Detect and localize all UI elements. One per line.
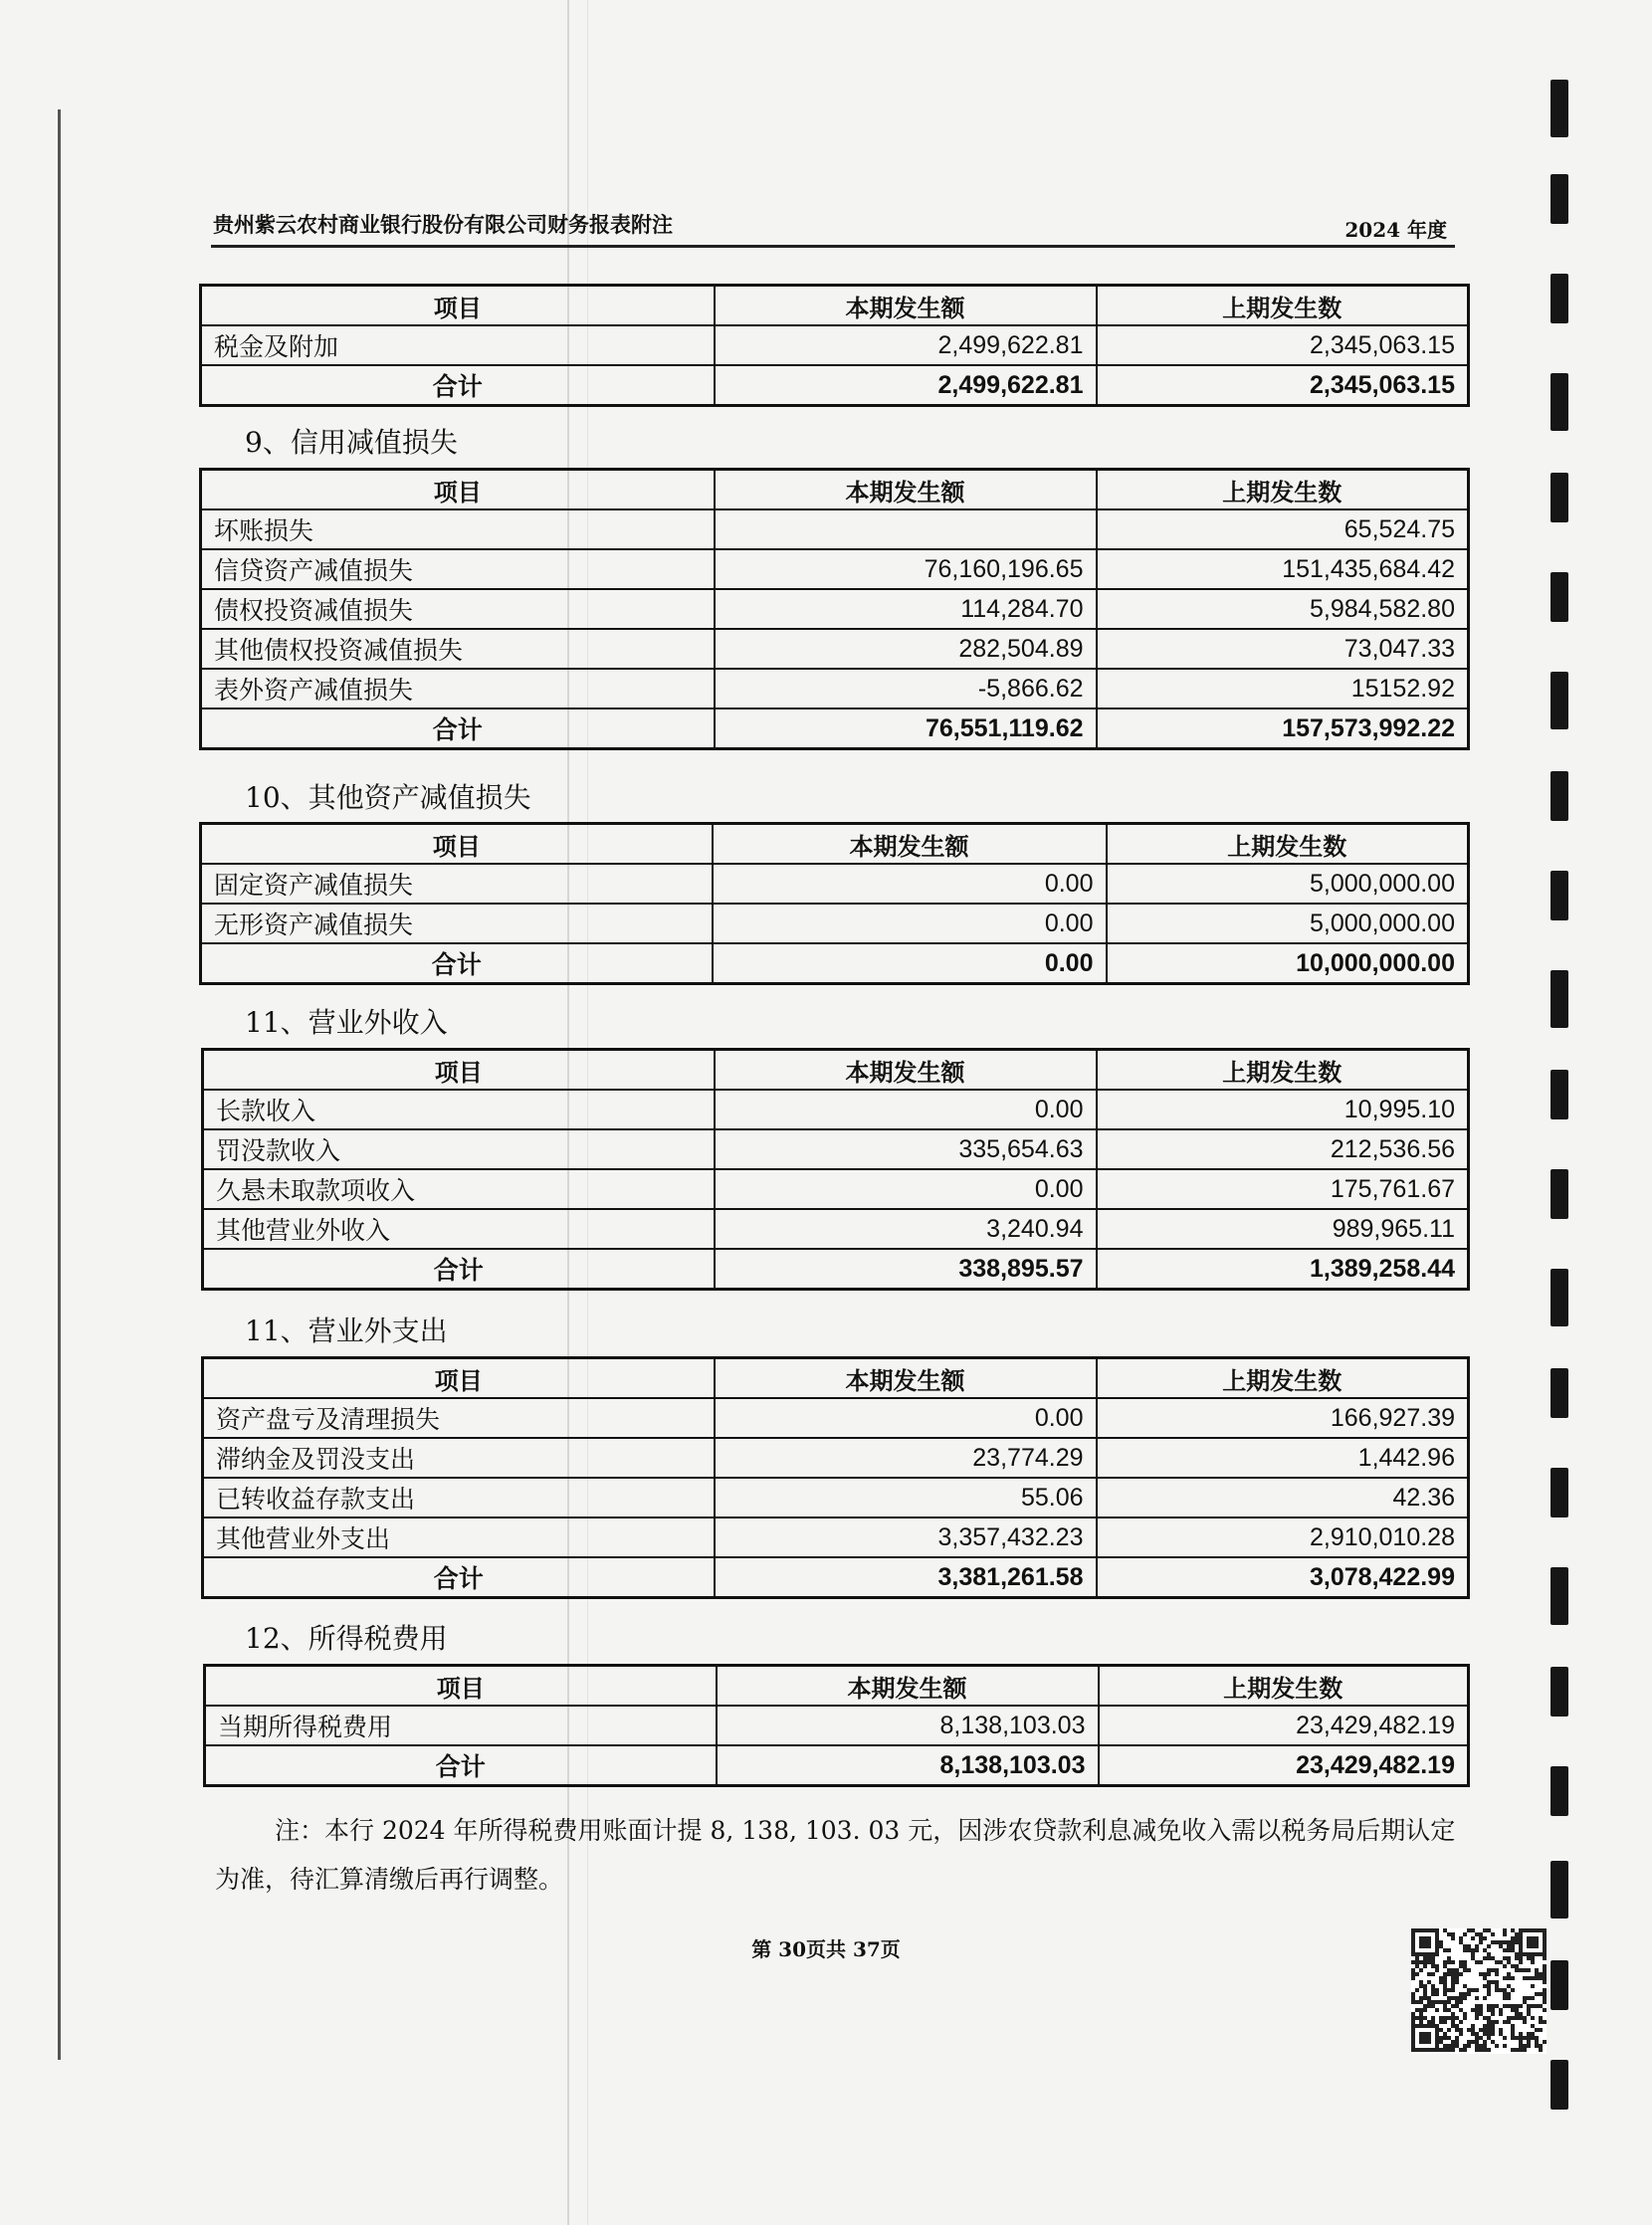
- table-total-row: [201, 365, 1469, 406]
- table-row: [201, 629, 1469, 669]
- credit-impairment-table: [199, 468, 1470, 750]
- table-row: [205, 1706, 1469, 1745]
- income-tax-table: [203, 1664, 1470, 1787]
- total-label: 合计: [205, 1745, 717, 1786]
- table-total-row: [203, 1557, 1469, 1598]
- row-prior-amount: 2,910,010.28: [1097, 1517, 1469, 1557]
- punch-hole-mark: [1550, 970, 1568, 1028]
- header-col-current: 本期发生额: [717, 1666, 1099, 1707]
- punch-hole-mark: [1550, 80, 1568, 137]
- header-col-item: 项目: [201, 286, 715, 326]
- punch-hole-mark: [1550, 572, 1568, 622]
- punch-hole-mark: [1550, 1766, 1568, 1816]
- total-current-amount: 3,381,261.58: [715, 1557, 1097, 1598]
- row-current-amount: 0.00: [713, 864, 1107, 904]
- punch-hole-mark: [1550, 1169, 1568, 1219]
- header-col-prior: 上期发生数: [1097, 286, 1469, 326]
- table-total-row: [201, 943, 1469, 984]
- total-current-amount: 2,499,622.81: [715, 365, 1097, 406]
- section-title-credit-impairment: 9、信用减值损失: [245, 426, 458, 459]
- row-current-amount: 0.00: [715, 1398, 1097, 1438]
- table-header-row: [201, 286, 1469, 326]
- total-prior-amount: 3,078,422.99: [1097, 1557, 1469, 1598]
- punch-hole-mark: [1550, 871, 1568, 920]
- punch-hole-mark: [1550, 1667, 1568, 1717]
- table-header-row: [201, 470, 1469, 510]
- row-prior-amount: 5,000,000.00: [1107, 904, 1469, 943]
- total-prior-amount: 157,573,992.22: [1097, 708, 1469, 749]
- row-item-label: 久悬未取款项收入: [203, 1169, 715, 1209]
- row-item-label: 无形资产减值损失: [201, 904, 713, 943]
- tax-surcharge-table: [199, 284, 1470, 407]
- row-current-amount: 0.00: [715, 1090, 1097, 1129]
- row-item-label: 资产盘亏及清理损失: [203, 1398, 715, 1438]
- header-col-current: 本期发生额: [715, 1358, 1097, 1399]
- header-col-item: 项目: [201, 824, 713, 865]
- total-prior-amount: 23,429,482.19: [1099, 1745, 1469, 1786]
- row-item-label: 已转收益存款支出: [203, 1478, 715, 1517]
- row-current-amount: 3,240.94: [715, 1209, 1097, 1249]
- total-current-amount: 8,138,103.03: [717, 1745, 1099, 1786]
- table-header-row: [203, 1358, 1469, 1399]
- row-item-label: 表外资产减值损失: [201, 669, 715, 708]
- qr-code-icon: [1411, 1928, 1547, 2054]
- header-col-item: 项目: [205, 1666, 717, 1707]
- table-total-row: [203, 1249, 1469, 1290]
- row-current-amount: 76,160,196.65: [715, 549, 1097, 589]
- row-current-amount: 335,654.63: [715, 1129, 1097, 1169]
- punch-hole-mark: [1550, 1861, 1568, 1919]
- header-col-current: 本期发生额: [713, 824, 1107, 865]
- row-item-label: 当期所得税费用: [205, 1706, 717, 1745]
- table-row: [203, 1398, 1469, 1438]
- row-item-label: 其他营业外支出: [203, 1517, 715, 1557]
- header-col-prior: 上期发生数: [1097, 1050, 1469, 1091]
- header-col-item: 项目: [203, 1358, 715, 1399]
- table-row: [201, 509, 1469, 549]
- row-prior-amount: 989,965.11: [1097, 1209, 1469, 1249]
- row-prior-amount: 175,761.67: [1097, 1169, 1469, 1209]
- row-item-label: 其他债权投资减值损失: [201, 629, 715, 669]
- header-col-current: 本期发生额: [715, 470, 1097, 510]
- table-header-row: [203, 1050, 1469, 1091]
- table-row: [201, 864, 1469, 904]
- table-row: [203, 1169, 1469, 1209]
- row-current-amount: 0.00: [713, 904, 1107, 943]
- punch-hole-mark: [1550, 1368, 1568, 1418]
- row-item-label: 坏账损失: [201, 509, 715, 549]
- table-row: [203, 1478, 1469, 1517]
- row-current-amount: 8,138,103.03: [717, 1706, 1099, 1745]
- total-prior-amount: 2,345,063.15: [1097, 365, 1469, 406]
- row-item-label: 长款收入: [203, 1090, 715, 1129]
- table-header-row: [201, 824, 1469, 865]
- total-current-amount: 76,551,119.62: [715, 708, 1097, 749]
- row-current-amount: 23,774.29: [715, 1438, 1097, 1478]
- header-col-prior: 上期发生数: [1097, 1358, 1469, 1399]
- row-prior-amount: 212,536.56: [1097, 1129, 1469, 1169]
- header-col-item: 项目: [203, 1050, 715, 1091]
- total-label: 合计: [201, 708, 715, 749]
- row-prior-amount: 73,047.33: [1097, 629, 1469, 669]
- row-prior-amount: 15152.92: [1097, 669, 1469, 708]
- header-col-prior: 上期发生数: [1107, 824, 1469, 865]
- row-current-amount: 0.00: [715, 1169, 1097, 1209]
- row-prior-amount: 65,524.75: [1097, 509, 1469, 549]
- row-prior-amount: 1,442.96: [1097, 1438, 1469, 1478]
- row-item-label: 滞纳金及罚没支出: [203, 1438, 715, 1478]
- row-prior-amount: 166,927.39: [1097, 1398, 1469, 1438]
- row-item-label: 罚没款收入: [203, 1129, 715, 1169]
- header-company-title: 贵州紫云农村商业银行股份有限公司财务报表附注: [213, 212, 673, 237]
- table-row: [201, 325, 1469, 365]
- table-header-row: [205, 1666, 1469, 1707]
- row-prior-amount: 5,000,000.00: [1107, 864, 1469, 904]
- row-prior-amount: 23,429,482.19: [1099, 1706, 1469, 1745]
- section-title-other-asset-impairment: 10、其他资产减值损失: [245, 781, 531, 814]
- total-label: 合计: [203, 1557, 715, 1598]
- row-current-amount: 2,499,622.81: [715, 325, 1097, 365]
- row-current-amount: 55.06: [715, 1478, 1097, 1517]
- row-current-amount: 282,504.89: [715, 629, 1097, 669]
- total-label: 合计: [203, 1249, 715, 1290]
- header-col-prior: 上期发生数: [1099, 1666, 1469, 1707]
- total-prior-amount: 1,389,258.44: [1097, 1249, 1469, 1290]
- row-current-amount: 3,357,432.23: [715, 1517, 1097, 1557]
- row-current-amount: -5,866.62: [715, 669, 1097, 708]
- row-prior-amount: 10,995.10: [1097, 1090, 1469, 1129]
- income-tax-note: 注：本行 2024 年所得税费用账面计提 8, 138, 103. 03 元，因涉农贷款利息减免收入需以税务局后期认定为准，待汇算清缴后再行调整。: [215, 1816, 1456, 1894]
- row-prior-amount: 42.36: [1097, 1478, 1469, 1517]
- row-item-label: 固定资产减值损失: [201, 864, 713, 904]
- section-title-non-operating-expense: 11、营业外支出: [245, 1315, 448, 1347]
- row-item-label: 税金及附加: [201, 325, 715, 365]
- punch-hole-mark: [1550, 274, 1568, 323]
- table-row: [203, 1517, 1469, 1557]
- punch-hole-mark: [1550, 1070, 1568, 1119]
- page-number: 第 30页共 37页: [751, 1937, 901, 1961]
- row-item-label: 信贷资产减值损失: [201, 549, 715, 589]
- section-title-non-operating-income: 11、营业外收入: [245, 1006, 448, 1039]
- row-prior-amount: 5,984,582.80: [1097, 589, 1469, 629]
- header-col-prior: 上期发生数: [1097, 470, 1469, 510]
- punch-hole-mark: [1550, 1468, 1568, 1517]
- table-row: [203, 1209, 1469, 1249]
- row-prior-amount: 151,435,684.42: [1097, 549, 1469, 589]
- table-row: [203, 1090, 1469, 1129]
- table-row: [203, 1438, 1469, 1478]
- total-label: 合计: [201, 365, 715, 406]
- section-title-income-tax: 12、所得税费用: [245, 1622, 448, 1655]
- header-col-current: 本期发生额: [715, 1050, 1097, 1091]
- punch-hole-mark: [1550, 2060, 1568, 2110]
- binding-margin-line: [58, 109, 61, 2060]
- punch-hole-mark: [1550, 174, 1568, 224]
- punch-hole-mark: [1550, 473, 1568, 522]
- punch-hole-mark: [1550, 1269, 1568, 1326]
- table-row: [203, 1129, 1469, 1169]
- punch-hole-mark: [1550, 1567, 1568, 1625]
- header-col-item: 项目: [201, 470, 715, 510]
- punch-hole-mark: [1550, 373, 1568, 431]
- table-row: [201, 904, 1469, 943]
- table-row: [201, 549, 1469, 589]
- row-item-label: 其他营业外收入: [203, 1209, 715, 1249]
- header-col-current: 本期发生额: [715, 286, 1097, 326]
- page-header: [211, 209, 1455, 248]
- punch-hole-mark: [1550, 771, 1568, 821]
- row-current-amount: 114,284.70: [715, 589, 1097, 629]
- total-prior-amount: 10,000,000.00: [1107, 943, 1469, 984]
- table-row: [201, 669, 1469, 708]
- other-asset-impairment-table: [199, 822, 1470, 985]
- total-label: 合计: [201, 943, 713, 984]
- punch-hole-mark: [1550, 672, 1568, 729]
- table-row: [201, 589, 1469, 629]
- table-total-row: [205, 1745, 1469, 1786]
- row-current-amount: [715, 509, 1097, 549]
- row-prior-amount: 2,345,063.15: [1097, 325, 1469, 365]
- table-total-row: [201, 708, 1469, 749]
- punch-hole-mark: [1550, 1960, 1568, 2010]
- non-operating-income-table: [201, 1048, 1470, 1291]
- total-current-amount: 0.00: [713, 943, 1107, 984]
- header-year: 2024 年度: [1344, 218, 1447, 242]
- non-operating-expense-table: [201, 1356, 1470, 1599]
- row-item-label: 债权投资减值损失: [201, 589, 715, 629]
- total-current-amount: 338,895.57: [715, 1249, 1097, 1290]
